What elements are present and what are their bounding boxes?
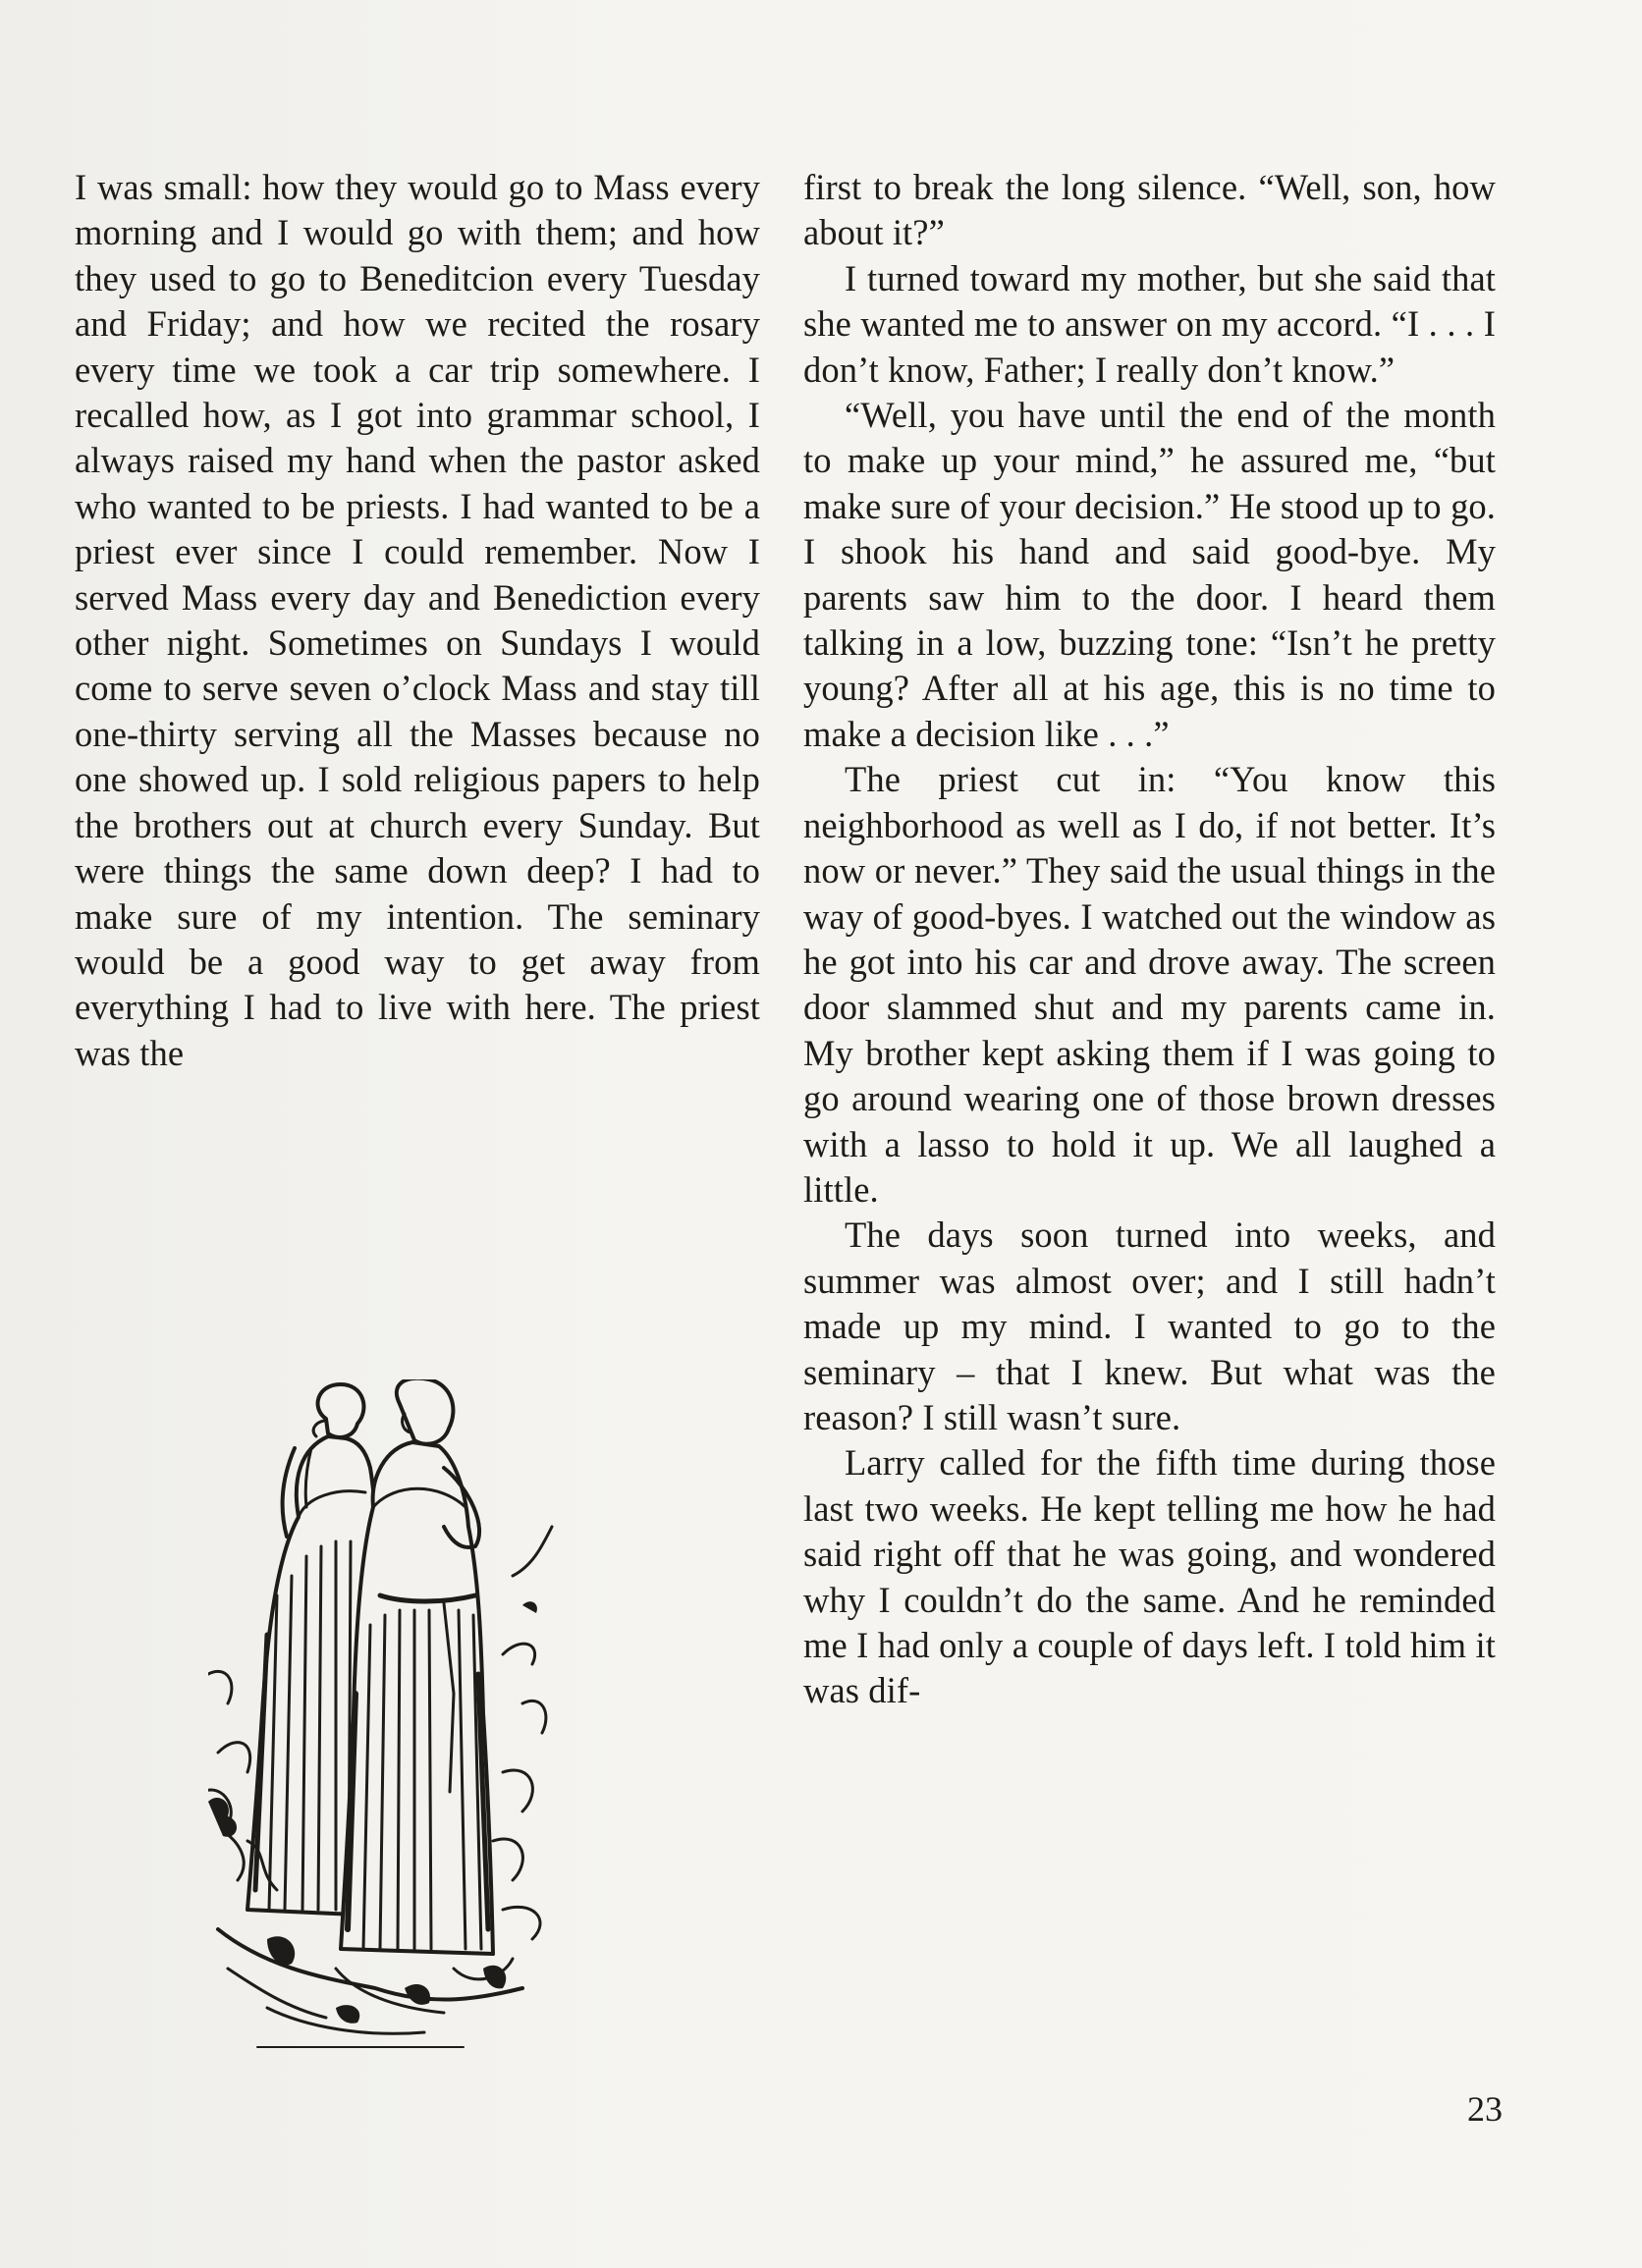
paragraph: I was small: how they would go to Mass every morning and I would go with them; and how they used to go to Beneditcion every Tuesday and Friday; and how we recited the rosary every time we took a car trip somewhere. I recalled how, as I got into grammar school, I always raised my hand when the pastor asked who wanted to be priests. I had wanted to be a priest ever since I could remember. Now I served Mass every day and Benediction every other night. Sometimes on Sundays I would come to serve seven o’clock Mass and stay till one-thirty serving all the Masses because no one showed up. I sold religious papers to help the brothers out at church every Sunday. But were things the same down deep? I had to make sure of my intention. The seminary would be a good way to get away from everything I had to live with here. The priest was the	[75, 167, 760, 1073]
paragraph: “Well, you have until the end of the month to make up your mind,” he assured me, “but make sure of your decision.” He stood up to go. I shook his hand and said good-bye. My parents saw him to the door. I heard them talking in a low, buzzing tone: “Isn’t he pretty young? After all at his age, this is no time to make a decision like . . .”	[803, 395, 1496, 754]
paragraph: The days soon turned into weeks, and summer was almost over; and I still hadn’t made up my mind. I wanted to go to the seminary – that I knew. But what was the reason? I still wasn’t sure.	[803, 1215, 1496, 1437]
paragraph: Larry called for the fifth time during those last two weeks. He kept telling me how he had said right off that he was going, and wondered why I couldn’t do the same. And he reminded me I had only a couple of days left. I told him it was dif-	[803, 1442, 1496, 1711]
text-column-right	[803, 165, 1496, 1714]
paragraph: I turned toward my mother, but she said that she wanted me to answer on my accord. “I . . . I don’t know, Father; I really don’t know.”	[803, 257, 1496, 390]
page-number: 23	[1467, 2089, 1503, 2129]
paragraph: The priest cut in: “You know this neighborhood as well as I do, if not better. It’s now or never.” They said the usual things in the way of good-byes. I watched out the window as he got into his car and drove away. The screen door slammed shut and my parents came in. My brother kept asking them if I was going to go around wearing one of those brown dresses with a lasso to hold it up. We all laughed a little.	[803, 759, 1496, 1210]
two-friars-engraving-icon	[208, 1379, 630, 2057]
paragraph: first to break the long silence. “Well, son, how about it?”	[803, 167, 1496, 253]
text-column-left	[75, 165, 760, 1076]
